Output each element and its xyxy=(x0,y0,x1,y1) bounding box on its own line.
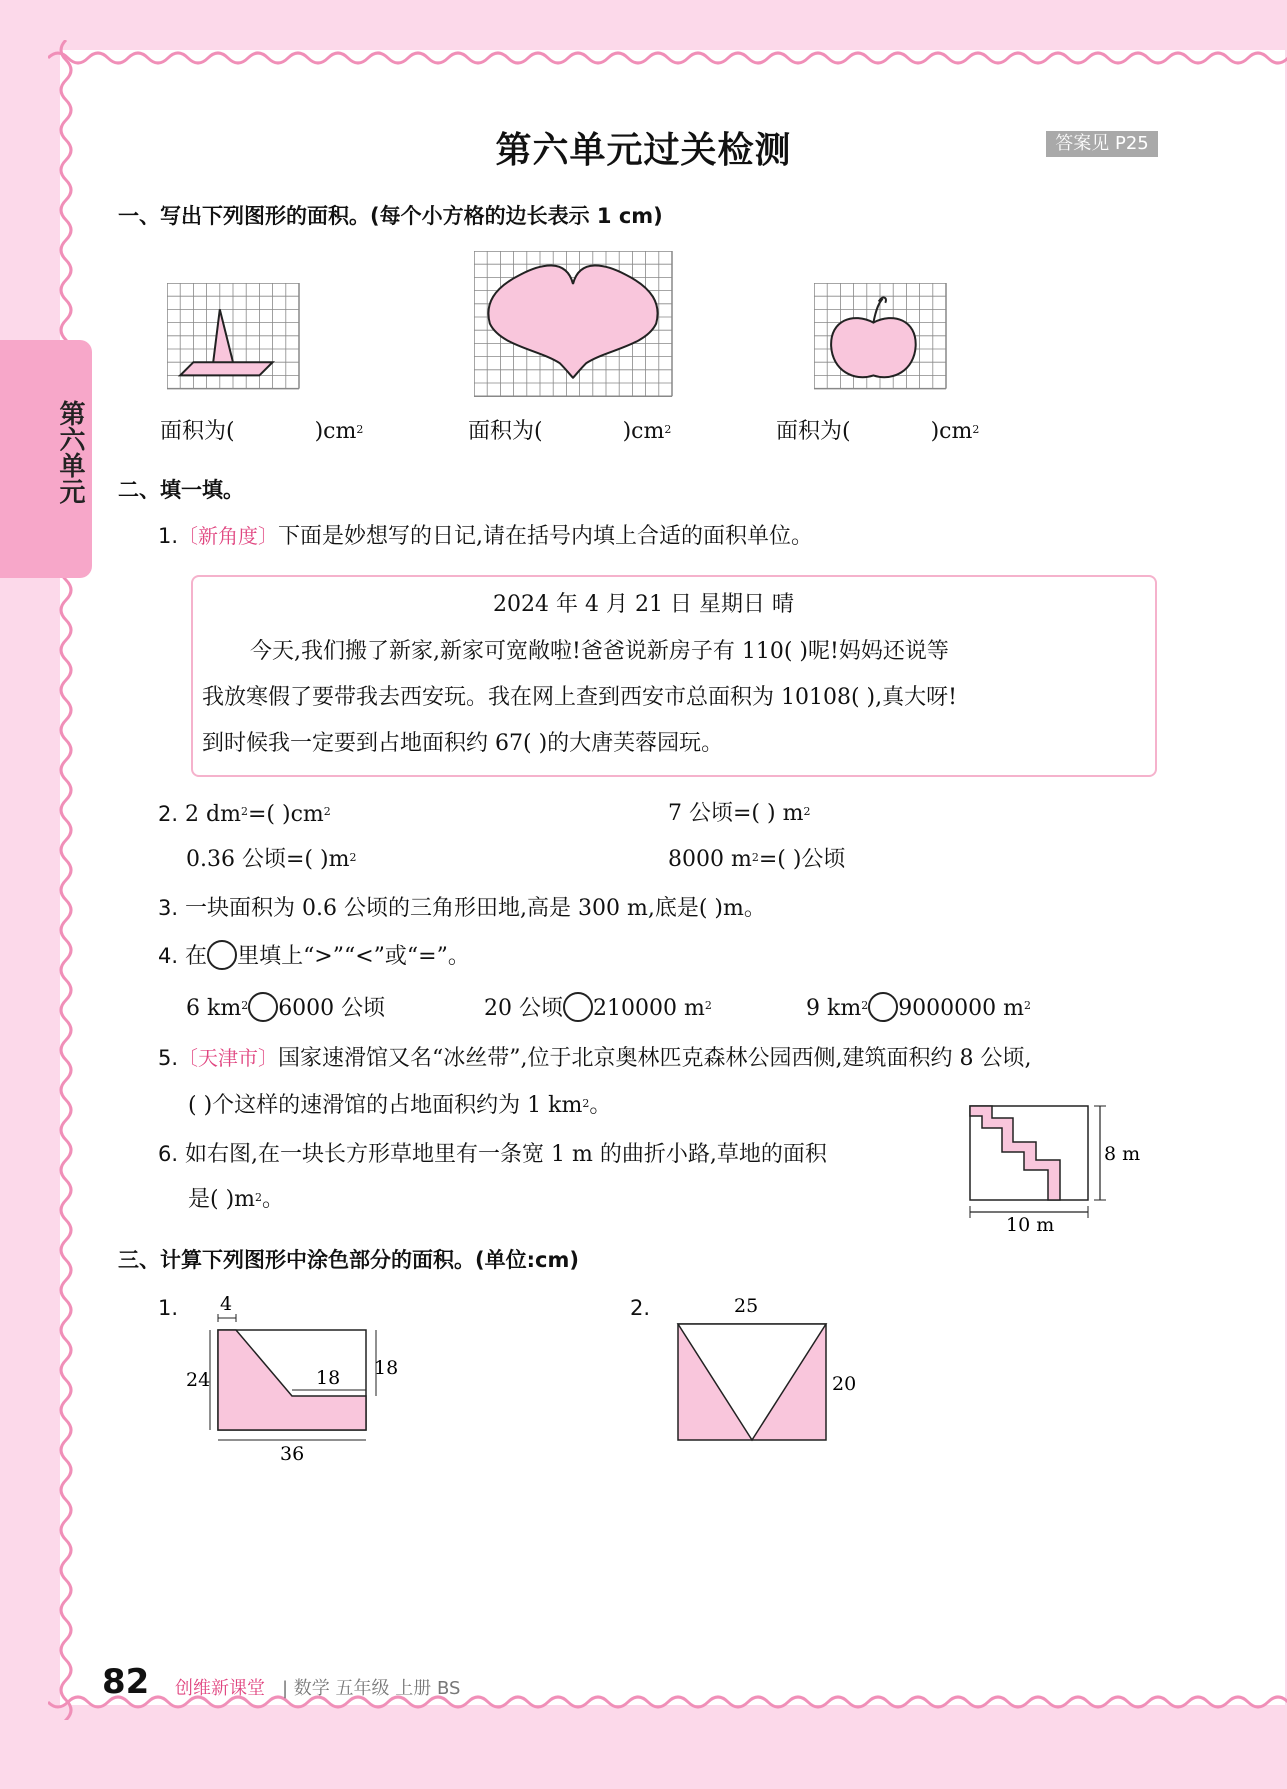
grid-figure-triangle xyxy=(167,283,302,401)
question-2-4a: 6 $km^2$ 6000 公顷 xyxy=(186,994,385,1024)
question-2-2d: 8000 $m^2=$( )公顷 xyxy=(668,847,846,872)
question-2-5-line2: ( )个这样的速滑馆的占地面积约为 1 $km^2$。 xyxy=(188,1093,612,1118)
question-2-4b: 20 公顷 210000 $m^2$ xyxy=(484,994,712,1024)
section1-heading: 一、写出下列图形的面积。(每个小方格的边长表示 1 cm) xyxy=(118,204,663,228)
diary-line-3: 到时候我一定要到占地面积约 67( )的大唐芙蓉园玩。 xyxy=(202,731,724,756)
question-2-2a: 2. 2 $dm^2=$( )$cm^2$ xyxy=(158,802,331,827)
area-answer-2: 面积为( )$cm^2$ xyxy=(468,419,672,444)
fig1-top-label: 4 xyxy=(220,1293,233,1315)
question-2-4c: 9 $km^2$ 9000000 $m^2$ xyxy=(806,994,1031,1024)
page-number: 82 xyxy=(102,1662,150,1702)
wavy-border-top xyxy=(48,40,1287,70)
compare-circle-a[interactable] xyxy=(248,992,278,1022)
footer-subject-info: | 数学 五年级 上册 BS xyxy=(282,1678,461,1699)
question-2-2b: 7 公顷=( ) $m^2$ xyxy=(668,801,811,826)
question-2-1: 1.〔新角度〕下面是妙想写的日记,请在括号内填上合适的面积单位。 xyxy=(158,524,814,549)
fig1-bottom-label: 36 xyxy=(280,1443,305,1465)
question-2-5: 5.〔天津市〕国家速滑馆又名“冰丝带”,位于北京奥林匹克森林公园西侧,建筑面积约 8 公顷, xyxy=(158,1046,1032,1071)
section3-heading: 三、计算下列图形中涂色部分的面积。(单位:cm) xyxy=(118,1248,579,1272)
fig2-top-label: 25 xyxy=(734,1295,759,1317)
question-2-2c: 0.36 公顷=( )$m^2$ xyxy=(186,847,357,872)
fig1-number: 1. xyxy=(158,1296,179,1320)
diary-date: 2024 年 4 月 21 日 星期日 晴 xyxy=(493,592,794,617)
fig1-left-label: 24 xyxy=(186,1369,211,1391)
shaded-figure-2 xyxy=(660,1290,890,1450)
section2-heading: 二、填一填。 xyxy=(118,478,244,502)
fig2-right-label: 20 xyxy=(832,1373,857,1395)
triangle-shape xyxy=(180,309,272,375)
apple-body-shape xyxy=(831,318,916,377)
unit-side-tab-label: 第六单元 xyxy=(55,400,85,504)
lawn-width-label: 10 m xyxy=(1006,1214,1055,1235)
footer-brand: 创维新课堂 xyxy=(175,1678,265,1699)
diary-line-2: 我放寒假了要带我去西安玩。我在网上查到西安市总面积为 10108( ),真大呀! xyxy=(202,685,957,710)
fig1-inner-label: 18 xyxy=(316,1367,341,1389)
answer-reference-badge: 答案见 P25 xyxy=(1046,131,1158,157)
compare-circle-b[interactable] xyxy=(563,992,593,1022)
question-2-3: 3. 一块面积为 0.6 公顷的三角形田地,高是 300 m,底是( )m。 xyxy=(158,896,766,921)
compare-circle-icon xyxy=(207,940,237,970)
question-2-4: 4. 在 里填上“>”“<”或“=”。 xyxy=(158,942,470,972)
lawn-path-figure xyxy=(960,1100,1145,1235)
diary-line-1: 今天,我们搬了新家,新家可宽敞啦!爸爸说新房子有 110( )呢!妈妈还说等 xyxy=(250,639,949,664)
wavy-border-left xyxy=(48,40,78,1720)
question-2-6-line2: 是( )$m^2$。 xyxy=(188,1187,285,1212)
fig2-number: 2. xyxy=(630,1296,651,1320)
shaded-figure-1 xyxy=(180,1290,410,1465)
question-2-6: 6. 如右图,在一块长方形草地里有一条宽 1 m 的曲折小路,草地的面积 xyxy=(158,1142,827,1167)
page-title: 第六单元过关检测 xyxy=(495,130,792,171)
grid-figure-heart-leaf xyxy=(474,251,674,401)
area-answer-3: 面积为( )$cm^2$ xyxy=(776,419,980,444)
compare-circle-c[interactable] xyxy=(868,992,898,1022)
lawn-height-label: 8 m xyxy=(1104,1143,1141,1165)
area-answer-1: 面积为( )$cm^2$ xyxy=(160,419,364,444)
grid-figure-apple xyxy=(814,283,949,401)
fig1-right-label: 18 xyxy=(374,1357,399,1379)
